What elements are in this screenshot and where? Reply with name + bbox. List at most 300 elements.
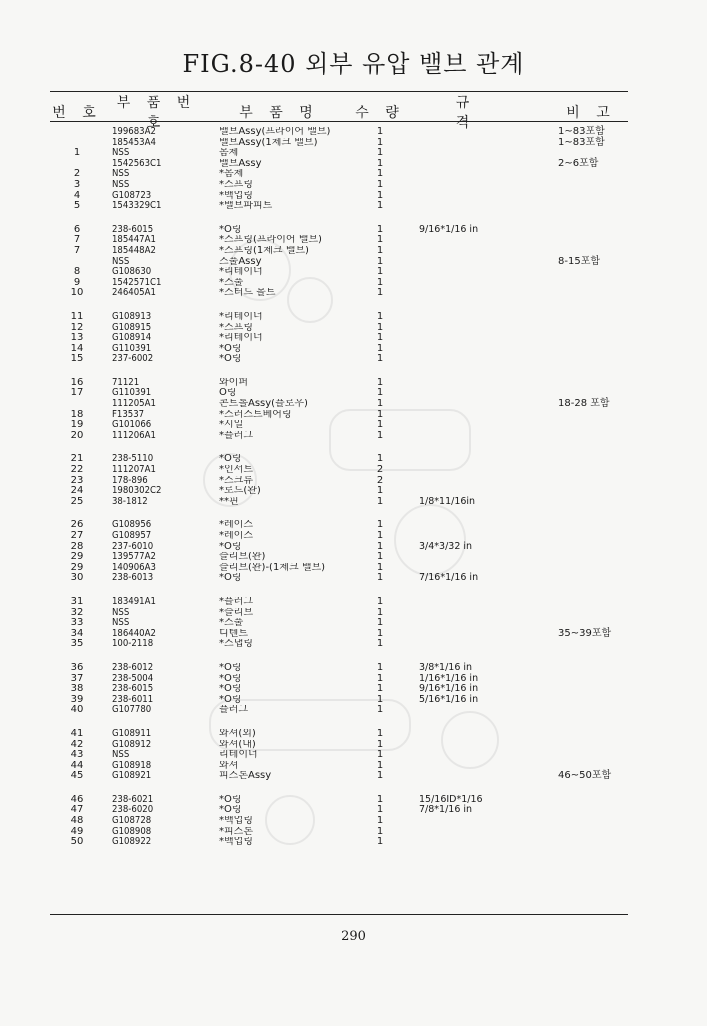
cell-spec: 3/4*3/32 in — [419, 540, 473, 552]
cell-remark — [554, 729, 628, 740]
table-row — [50, 354, 628, 365]
cell-spec — [411, 180, 554, 191]
cell-name: *스프링 — [219, 322, 253, 333]
page-title: FIG.8-40 외부 유압 밸브 관계 — [182, 50, 525, 78]
cell-part-no: 238-5004 — [112, 672, 154, 684]
cell-qty: 1 — [376, 693, 384, 705]
cell-spec: 7/16*1/16 in — [419, 572, 479, 584]
cell-part-no: 185453A4 — [112, 136, 156, 148]
cell-no: 26 — [70, 519, 84, 531]
cell-remark — [554, 663, 628, 674]
table-row — [50, 729, 628, 740]
cell-qty: 1 — [376, 661, 384, 673]
cell-no: 4 — [73, 189, 81, 201]
cell-spec — [411, 761, 554, 772]
cell-no: 48 — [70, 815, 84, 827]
cell-no: 16 — [70, 376, 84, 388]
cell-qty: 1 — [376, 617, 384, 629]
cell-remark — [554, 378, 628, 389]
cell-spec — [411, 771, 554, 782]
cell-name: 슬리브(완)-(1체크 밸브) — [219, 562, 326, 573]
cell-qty: 1 — [376, 342, 384, 354]
table-row — [50, 608, 628, 619]
cell-remark — [554, 410, 628, 421]
cell-remark: 8-15포함 — [558, 255, 601, 267]
cell-part-no: NSS — [112, 147, 130, 159]
cell-no: 7 — [73, 234, 81, 246]
table-row — [50, 169, 628, 180]
cell-name: *O링 — [219, 541, 242, 552]
cell-spec — [411, 278, 554, 289]
cell-qty: 1 — [376, 683, 384, 695]
table-bottom-rule — [50, 914, 628, 915]
cell-no: 36 — [70, 661, 84, 673]
cell-qty: 1 — [376, 157, 384, 169]
cell-remark — [554, 476, 628, 487]
cell-remark — [554, 695, 628, 706]
cell-part-no: 111206A1 — [112, 429, 156, 441]
cell-spec — [411, 816, 554, 827]
cell-spec — [411, 312, 554, 323]
cell-spec — [411, 148, 554, 159]
cell-remark — [554, 454, 628, 465]
cell-spec — [411, 476, 554, 487]
cell-name: *백업링 — [219, 816, 253, 827]
cell-part-no: G108918 — [112, 759, 152, 771]
cell-part-no: G107780 — [112, 704, 152, 716]
cell-spec: 7/8*1/16 in — [419, 804, 473, 816]
cell-remark: 35~39포함 — [558, 627, 612, 639]
cell-no: 37 — [70, 672, 84, 684]
cell-name: *슬리브 — [219, 607, 253, 618]
row-spacer — [50, 365, 628, 378]
cell-part-no: G108911 — [112, 727, 152, 739]
cell-spec — [411, 827, 554, 838]
cell-qty: 1 — [376, 815, 384, 827]
cell-part-no: G108957 — [112, 530, 152, 541]
cell-name: *스러스트베어링 — [219, 409, 292, 420]
cell-no: 47 — [70, 804, 84, 816]
cell-no: 17 — [70, 387, 84, 399]
cell-part-no: 246405A1 — [112, 287, 156, 299]
header-remark: 비 고 — [566, 105, 616, 121]
cell-qty: 1 — [376, 255, 384, 267]
cell-qty: 1 — [376, 387, 384, 399]
cell-no: 3 — [73, 178, 81, 190]
cell-remark — [554, 278, 628, 289]
cell-part-no: 238-6015 — [112, 683, 154, 695]
cell-qty: 1 — [376, 310, 384, 322]
cell-qty: 1 — [376, 126, 384, 137]
cell-remark: 46~50포함 — [558, 770, 612, 782]
cell-part-no: G108630 — [112, 266, 152, 278]
cell-no: 20 — [70, 429, 84, 441]
row-spacer — [50, 716, 628, 729]
cell-qty: 1 — [376, 551, 384, 563]
table-row — [50, 127, 628, 138]
cell-no: 10 — [70, 287, 84, 299]
cell-name: *O링 — [219, 794, 242, 805]
cell-spec — [411, 388, 554, 399]
cell-remark — [554, 431, 628, 442]
cell-no: 5 — [73, 200, 81, 212]
cell-remark — [554, 191, 628, 202]
cell-qty: 1 — [376, 704, 384, 716]
cell-no: 8 — [73, 266, 81, 278]
cell-part-no: NSS — [112, 168, 130, 180]
cell-qty: 1 — [376, 530, 384, 541]
cell-remark — [554, 497, 628, 508]
cell-part-no: 238-6015 — [112, 223, 154, 235]
cell-remark — [554, 827, 628, 838]
cell-spec — [411, 354, 554, 365]
cell-remark — [554, 354, 628, 365]
cell-name: *로드(완) — [219, 486, 261, 497]
cell-name: *백업링 — [219, 837, 253, 848]
cell-name: **핀 — [219, 496, 239, 507]
table-row — [50, 837, 628, 848]
cell-no: 14 — [70, 342, 84, 354]
cell-part-no: 1980302C2 — [112, 485, 162, 497]
cell-part-no: 238-5110 — [112, 453, 154, 465]
cell-spec — [411, 431, 554, 442]
cell-qty: 1 — [376, 519, 384, 531]
cell-name: *O링 — [219, 573, 242, 584]
cell-part-no: 1543329C1 — [112, 200, 162, 212]
table-row — [50, 288, 628, 299]
cell-part-no: 237-6002 — [112, 353, 154, 365]
cell-qty: 1 — [376, 244, 384, 256]
cell-spec: 9/16*1/16 in — [419, 683, 479, 695]
cell-name: *O링 — [219, 673, 242, 684]
cell-name: 와셔(내) — [219, 739, 256, 750]
cell-no: 33 — [70, 617, 84, 629]
cell-spec — [411, 608, 554, 619]
cell-spec — [411, 705, 554, 716]
cell-qty: 1 — [376, 561, 384, 573]
cell-qty: 1 — [376, 234, 384, 246]
cell-spec: 15/16ID*1/16 — [419, 793, 483, 805]
cell-qty: 1 — [376, 419, 384, 431]
cell-remark — [554, 333, 628, 344]
cell-name: *O링 — [219, 224, 242, 235]
cell-spec — [411, 399, 554, 410]
cell-part-no: 1542571C1 — [112, 276, 162, 288]
cell-spec — [411, 410, 554, 421]
cell-remark — [554, 674, 628, 685]
cell-no: 9 — [73, 276, 81, 288]
cell-remark — [554, 837, 628, 848]
cell-name: *플러그 — [219, 596, 253, 607]
table-row — [50, 246, 628, 257]
cell-qty: 1 — [376, 276, 384, 288]
table-row — [50, 431, 628, 442]
cell-remark — [554, 740, 628, 751]
cell-remark — [554, 573, 628, 584]
parts-table — [50, 91, 628, 848]
cell-part-no: 111207A1 — [112, 464, 156, 476]
cell-qty: 1 — [376, 266, 384, 278]
cell-no: 29 — [70, 551, 84, 563]
cell-qty: 1 — [376, 168, 384, 180]
cell-part-no: G108912 — [112, 738, 152, 750]
cell-name: *리테이너 — [219, 311, 263, 322]
cell-remark — [554, 552, 628, 563]
cell-name: *몸체 — [219, 169, 244, 180]
cell-qty: 1 — [376, 200, 384, 212]
cell-spec — [411, 520, 554, 531]
cell-name: *플러그 — [219, 430, 253, 441]
cell-qty: 1 — [376, 453, 384, 465]
cell-qty: 1 — [376, 147, 384, 159]
cell-part-no: NSS — [112, 749, 130, 761]
table-row — [50, 159, 628, 170]
cell-qty: 1 — [376, 398, 384, 410]
cell-qty: 1 — [376, 429, 384, 441]
cell-no: 31 — [70, 595, 84, 607]
cell-no: 25 — [70, 495, 84, 507]
cell-name: 플러그 — [219, 705, 248, 716]
cell-no: 2 — [73, 168, 81, 180]
cell-part-no: 1542563C1 — [112, 157, 162, 169]
cell-remark — [554, 531, 628, 542]
cell-name: *피스톤 — [219, 826, 253, 837]
cell-name: O링 — [219, 388, 237, 399]
cell-no: 40 — [70, 704, 84, 716]
cell-remark — [554, 563, 628, 574]
cell-qty: 1 — [376, 836, 384, 848]
row-spacer — [50, 212, 628, 225]
cell-name: *O링 — [219, 694, 242, 705]
table-row — [50, 312, 628, 323]
cell-no: 24 — [70, 485, 84, 497]
cell-name: *리테이너 — [219, 267, 263, 278]
cell-remark — [554, 597, 628, 608]
cell-spec — [411, 191, 554, 202]
cell-part-no: 238-6021 — [112, 793, 154, 805]
cell-qty: 1 — [376, 804, 384, 816]
table-row — [50, 201, 628, 212]
cell-name: *밸브파피트 — [219, 201, 273, 212]
cell-name: *O링 — [219, 454, 242, 465]
cell-name: *스프링(프라이어 밸브) — [219, 235, 322, 246]
cell-name: 슬리브(완) — [219, 552, 266, 563]
header-no: 번 호 — [52, 105, 102, 121]
cell-qty: 1 — [376, 540, 384, 552]
cell-remark — [554, 288, 628, 299]
cell-part-no: G108728 — [112, 815, 152, 827]
cell-part-no: 140906A3 — [112, 561, 156, 573]
cell-part-no: 100-2118 — [112, 638, 154, 650]
cell-qty: 1 — [376, 672, 384, 684]
cell-remark — [554, 795, 628, 806]
cell-part-no: NSS — [112, 178, 130, 190]
table-row — [50, 740, 628, 751]
cell-no: 34 — [70, 627, 84, 639]
table-row — [50, 705, 628, 716]
cell-no: 27 — [70, 530, 84, 541]
cell-part-no: 238-6012 — [112, 661, 154, 673]
cell-qty: 1 — [376, 408, 384, 420]
cell-remark — [554, 246, 628, 257]
row-spacer — [50, 782, 628, 795]
cell-no: 1 — [73, 147, 81, 159]
cell-part-no: G108922 — [112, 836, 152, 848]
cell-spec — [411, 729, 554, 740]
cell-name: 밸브Assy(1체크 밸브) — [219, 137, 318, 148]
cell-remark: 2~6포함 — [558, 157, 599, 169]
cell-part-no: NSS — [112, 606, 130, 618]
cell-no: 38 — [70, 683, 84, 695]
cell-part-no: F13537 — [112, 408, 145, 420]
cell-part-no: 238-6013 — [112, 572, 154, 584]
cell-remark — [554, 235, 628, 246]
cell-part-no: 185448A2 — [112, 244, 156, 256]
cell-remark — [554, 201, 628, 212]
cell-name: *스냅링 — [219, 639, 253, 650]
cell-name: *스프링(1체크 밸브) — [219, 245, 309, 256]
cell-no: 23 — [70, 474, 84, 486]
cell-spec — [411, 344, 554, 355]
cell-remark — [554, 323, 628, 334]
cell-name: 와셔(외) — [219, 728, 256, 739]
cell-name: *스프링 — [219, 179, 253, 190]
cell-qty: 1 — [376, 136, 384, 148]
cell-no: 41 — [70, 727, 84, 739]
cell-qty: 1 — [376, 332, 384, 344]
cell-qty: 1 — [376, 749, 384, 761]
cell-name: 몸체 — [219, 148, 239, 159]
cell-part-no: G108914 — [112, 332, 152, 344]
cell-part-no: 71121 — [112, 376, 140, 388]
cell-spec — [411, 235, 554, 246]
cell-remark — [554, 639, 628, 650]
cell-remark — [554, 805, 628, 816]
cell-qty: 1 — [376, 770, 384, 782]
cell-qty: 1 — [376, 376, 384, 388]
cell-name: 와이퍼 — [219, 377, 248, 388]
table-row — [50, 573, 628, 584]
cell-remark — [554, 684, 628, 695]
cell-name: *스터드 볼트 — [219, 288, 276, 299]
cell-spec — [411, 323, 554, 334]
cell-part-no: 237-6010 — [112, 540, 154, 552]
cell-part-no: G108956 — [112, 519, 152, 531]
table-row — [50, 663, 628, 674]
cell-part-no: NSS — [112, 617, 130, 629]
cell-no: 15 — [70, 353, 84, 365]
cell-name: *스풀 — [219, 277, 244, 288]
cell-name: *시일 — [219, 420, 244, 431]
cell-remark: 18-28 포함 — [558, 398, 610, 410]
cell-name: *리테이너 — [219, 333, 263, 344]
cell-remark — [554, 520, 628, 531]
cell-part-no: 139577A2 — [112, 551, 156, 563]
cell-spec — [411, 837, 554, 848]
cell-spec — [411, 246, 554, 257]
cell-qty: 1 — [376, 178, 384, 190]
cell-spec — [411, 127, 554, 138]
table-row — [50, 138, 628, 149]
cell-part-no: G101066 — [112, 419, 152, 431]
cell-spec — [411, 597, 554, 608]
header-part-no: 부 품 번 호 — [116, 95, 197, 131]
header-name: 부 품 명 — [239, 105, 319, 121]
cell-remark: 1~83포함 — [558, 126, 605, 137]
cell-qty: 1 — [376, 495, 384, 507]
cell-part-no: G108723 — [112, 189, 152, 201]
cell-spec — [411, 639, 554, 650]
table-row — [50, 597, 628, 608]
cell-name: *레이스 — [219, 520, 253, 531]
cell-remark — [554, 705, 628, 716]
cell-no: 13 — [70, 332, 84, 344]
cell-qty: 1 — [376, 727, 384, 739]
cell-part-no: G108915 — [112, 321, 152, 333]
cell-name: 와셔 — [219, 760, 239, 771]
cell-no: 7 — [73, 244, 81, 256]
cell-part-no: 185447A1 — [112, 234, 156, 246]
cell-spec — [411, 740, 554, 751]
cell-name: *레이스 — [219, 531, 253, 541]
cell-no: 29 — [70, 561, 84, 573]
row-spacer — [50, 299, 628, 312]
cell-qty: 1 — [376, 287, 384, 299]
cell-qty: 1 — [376, 572, 384, 584]
cell-qty: 1 — [376, 793, 384, 805]
cell-spec — [411, 378, 554, 389]
table-row — [50, 771, 628, 782]
cell-name: 밸브Assy(프라이어 밸브) — [219, 127, 331, 137]
cell-no: 35 — [70, 638, 84, 650]
cell-part-no: G108921 — [112, 770, 152, 782]
cell-no: 43 — [70, 749, 84, 761]
cell-name: *인서트 — [219, 465, 253, 476]
cell-spec — [411, 159, 554, 170]
cell-qty: 1 — [376, 223, 384, 235]
cell-no: 32 — [70, 606, 84, 618]
cell-qty: 2 — [376, 464, 384, 476]
cell-no: 39 — [70, 693, 84, 705]
cell-name: *스크류 — [219, 475, 253, 486]
cell-spec — [411, 618, 554, 629]
cell-remark — [554, 542, 628, 553]
cell-spec — [411, 629, 554, 640]
cell-spec: 5/16*1/16 in — [419, 693, 479, 705]
cell-qty: 1 — [376, 321, 384, 333]
cell-no: 49 — [70, 825, 84, 837]
cell-part-no: 186440A2 — [112, 627, 156, 639]
cell-remark — [554, 312, 628, 323]
table-header — [50, 92, 628, 131]
cell-name: 디텐트 — [219, 628, 248, 639]
cell-spec — [411, 531, 554, 542]
cell-qty: 1 — [376, 759, 384, 771]
cell-part-no: 183491A1 — [112, 595, 156, 607]
cell-qty: 2 — [376, 474, 384, 486]
cell-spec: 3/8*1/16 in — [419, 661, 473, 673]
cell-spec — [411, 267, 554, 278]
table-row — [50, 531, 628, 542]
cell-name: *O링 — [219, 343, 242, 354]
cell-qty: 1 — [376, 638, 384, 650]
cell-part-no: G110391 — [112, 387, 152, 399]
cell-spec — [411, 138, 554, 149]
cell-no: 11 — [70, 310, 84, 322]
cell-part-no: G108913 — [112, 310, 152, 322]
cell-spec — [411, 420, 554, 431]
cell-no: 44 — [70, 759, 84, 771]
